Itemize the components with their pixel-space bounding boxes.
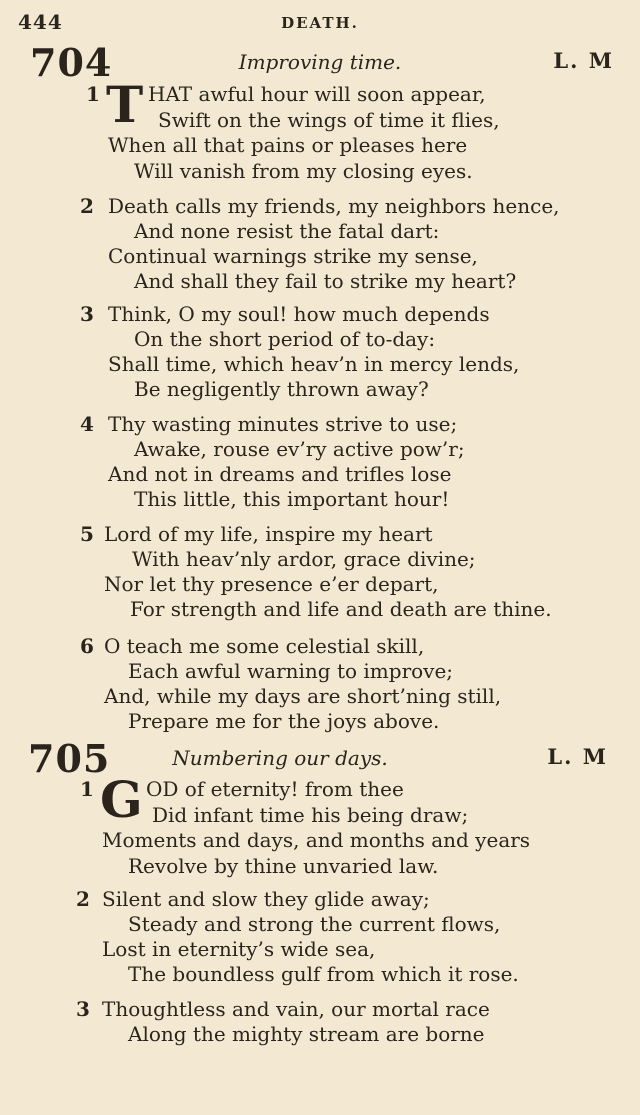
stanza-number: 2 (80, 194, 94, 218)
stanza-line: Swift on the wings of time it flies, (158, 108, 500, 132)
hymn-number: 704 (30, 40, 113, 85)
stanza-number: 2 (76, 887, 90, 911)
stanza-line: Did infant time his being draw; (152, 803, 469, 827)
hymn-title: Numbering our days. (172, 746, 388, 770)
stanza-line: O teach me some celestial skill, (104, 634, 425, 658)
hymn-title: Improving time. (238, 50, 402, 74)
running-head: DEATH. (281, 14, 359, 32)
stanza-number: 1 (86, 82, 100, 106)
drop-cap: G (100, 770, 143, 829)
stanza-line: For strength and life and death are thine. (130, 597, 552, 621)
stanza-line: Revolve by thine unvaried law. (128, 854, 439, 878)
stanza-line: Awake, rouse ev’ry active pow’r; (134, 437, 465, 461)
stanza-line: Continual warnings strike my sense, (108, 244, 478, 268)
stanza-number: 6 (80, 634, 94, 658)
page-number: 444 (18, 10, 63, 34)
stanza-line: Think, O my soul! how much depends (108, 302, 490, 326)
stanza-number: 3 (76, 997, 90, 1021)
stanza-line: Along the mighty stream are borne (128, 1022, 485, 1046)
stanza-number: 3 (80, 302, 94, 326)
drop-cap: T (106, 75, 144, 134)
stanza-line: Silent and slow they glide away; (102, 887, 430, 911)
stanza-line: On the short period of to-day: (134, 327, 436, 351)
stanza-line: Each awful warning to improve; (128, 659, 454, 683)
stanza-line: With heav’nly ardor, grace divine; (132, 547, 476, 571)
stanza-line: And not in dreams and trifles lose (108, 462, 452, 486)
stanza-line: HAT awful hour will soon appear, (148, 82, 486, 106)
stanza-number: 4 (80, 412, 94, 436)
stanza-line: Prepare me for the joys above. (128, 709, 440, 733)
stanza-line: The boundless gulf from which it rose. (128, 962, 519, 986)
stanza-line: OD of eternity! from thee (146, 777, 404, 801)
hymn-meter: L. M (547, 744, 608, 769)
stanza-line: Death calls my friends, my neighbors hence, (108, 194, 560, 218)
stanza-line: Moments and days, and months and years (102, 828, 531, 852)
stanza-line: Lord of my life, inspire my heart (104, 522, 433, 546)
stanza-line: And, while my days are short’ning still, (104, 684, 502, 708)
page-header (0, 6, 640, 32)
stanza-line: And shall they fail to strike my heart? (134, 269, 517, 293)
stanza-line: Nor let thy presence e’er depart, (104, 572, 439, 596)
hymn-704-heading (0, 40, 640, 85)
hymn-705-heading (0, 736, 640, 781)
stanza-line: Steady and strong the current flows, (128, 912, 501, 936)
stanza-line: Thy wasting minutes strive to use; (108, 412, 458, 436)
stanza-line: Shall time, which heav’n in mercy lends, (108, 352, 520, 376)
stanza-number: 5 (80, 522, 94, 546)
stanza-line: This little, this important hour! (134, 487, 450, 511)
stanza-line: Will vanish from my closing eyes. (134, 159, 473, 183)
hymn-meter: L. M (553, 48, 614, 73)
stanza-number: 1 (80, 777, 94, 801)
stanza-line: Be negligently thrown away? (134, 377, 429, 401)
stanza-line: Thoughtless and vain, our mortal race (102, 997, 490, 1021)
stanza-line: When all that pains or pleases here (108, 133, 468, 157)
stanza-line: And none resist the fatal dart: (134, 219, 440, 243)
stanza-line: Lost in eternity’s wide sea, (102, 937, 376, 961)
hymn-number: 705 (28, 736, 111, 781)
